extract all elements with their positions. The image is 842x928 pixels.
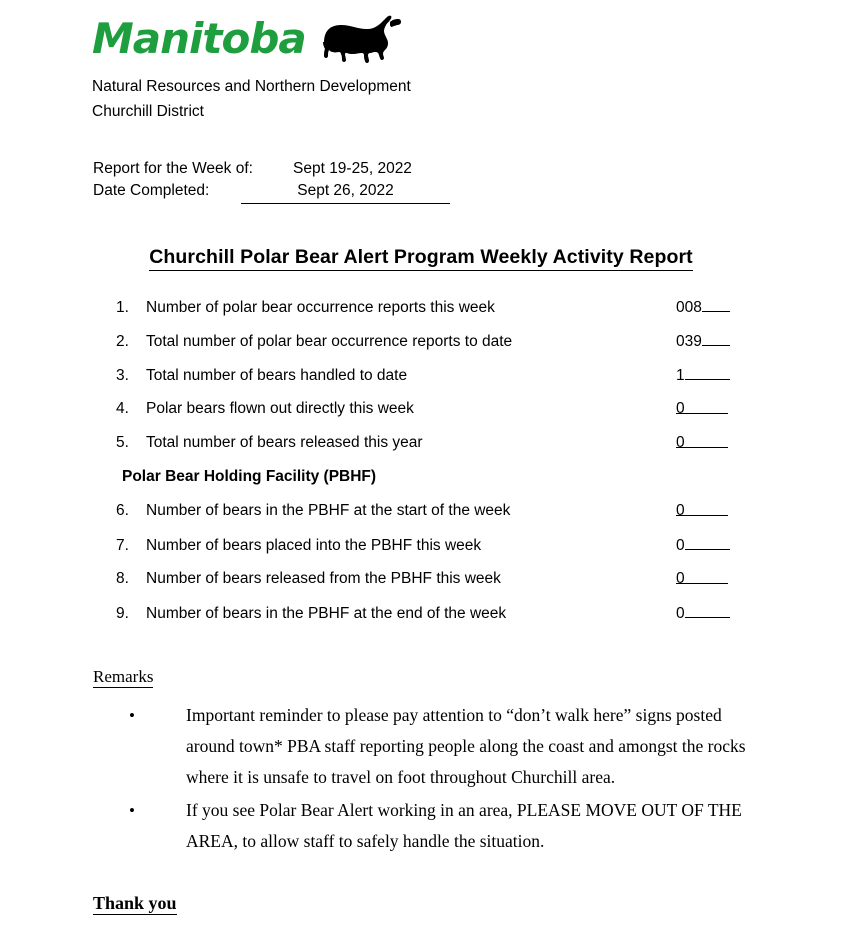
item-label: Total number of bears handled to date: [146, 367, 408, 384]
report-meta: [93, 158, 450, 204]
item-label: Number of bears in the PBHF at the end of the week: [146, 605, 507, 622]
item-label: Polar bears flown out directly this week: [146, 400, 414, 417]
remarks-heading: [93, 667, 153, 687]
date-completed-label: Date Completed:: [93, 182, 210, 199]
report-week-row: [93, 158, 450, 180]
closing-note: [93, 893, 177, 914]
remarks-list: [93, 700, 773, 859]
item-number: 4.: [116, 400, 129, 417]
list-item: [93, 700, 773, 793]
item-value: 0: [676, 434, 736, 452]
remark-text: If you see Polar Bear Alert working in an area, PLEASE MOVE OUT OF THE AREA, to allow staff to safely handle the situation.: [186, 800, 742, 851]
list-item: [116, 536, 736, 570]
item-value: 1: [676, 366, 736, 385]
document-header: [92, 10, 752, 122]
list-item: [116, 298, 736, 332]
item-number: 3.: [116, 367, 129, 384]
department-name: Natural Resources and Northern Development: [92, 78, 411, 95]
item-label: Number of bears released from the PBHF this week: [146, 570, 501, 587]
item-label: Total number of bears released this year: [146, 434, 423, 451]
list-item: [116, 604, 736, 638]
item-value: 0: [676, 604, 736, 623]
list-item: [116, 400, 736, 434]
section-subheading: Polar Bear Holding Facility (PBHF): [122, 468, 377, 485]
item-value: 0: [676, 400, 736, 418]
date-completed-row: [93, 180, 450, 204]
list-item: [116, 434, 736, 468]
item-number: 8.: [116, 570, 129, 587]
manitoba-logo: [92, 10, 752, 72]
item-value: 0: [676, 502, 736, 520]
page-title: [0, 246, 842, 269]
item-number: 6.: [116, 502, 129, 519]
item-value: 039: [676, 332, 736, 351]
item-number: 2.: [116, 333, 129, 350]
page-title-text: Churchill Polar Bear Alert Program Weekly Activity Report: [149, 246, 693, 271]
list-item: [116, 570, 736, 604]
list-item: [116, 332, 736, 366]
bullet-icon: •: [129, 801, 135, 820]
bullet-icon: •: [129, 706, 135, 725]
item-number: 9.: [116, 605, 129, 622]
item-label: Number of polar bear occurrence reports this week: [146, 299, 495, 316]
report-week-label: Report for the Week of:: [93, 160, 253, 177]
item-value: 008: [676, 298, 736, 317]
list-item: [116, 502, 736, 536]
list-item: [116, 366, 736, 400]
item-number: 1.: [116, 299, 129, 316]
remarks-heading-text: Remarks: [93, 667, 154, 686]
item-number: 7.: [116, 537, 129, 554]
date-completed-value: Sept 26, 2022: [241, 180, 450, 204]
item-number: 5.: [116, 434, 129, 451]
report-week-value: Sept 19-25, 2022: [293, 160, 412, 177]
item-label: Number of bears in the PBHF at the start of the week: [146, 502, 511, 519]
item-label: Total number of polar bear occurrence reports to date: [146, 333, 513, 350]
item-label: Number of bears placed into the PBHF this week: [146, 537, 482, 554]
manitoba-wordmark: Manitoba: [92, 14, 306, 63]
item-value: 0: [676, 536, 736, 555]
bison-icon: [314, 12, 410, 73]
list-item: [93, 795, 773, 857]
item-value: 0: [676, 570, 736, 588]
remark-text: Important reminder to please pay attention to “don’t walk here” signs posted around town* PBA staff reporting people along the coast and amongst the rocks where it is unsafe to travel on foot throughout Churchill area.: [186, 705, 746, 787]
district-name: Churchill District: [92, 103, 204, 120]
closing-note-text: Thank you: [93, 893, 177, 913]
report-items: [116, 298, 736, 638]
